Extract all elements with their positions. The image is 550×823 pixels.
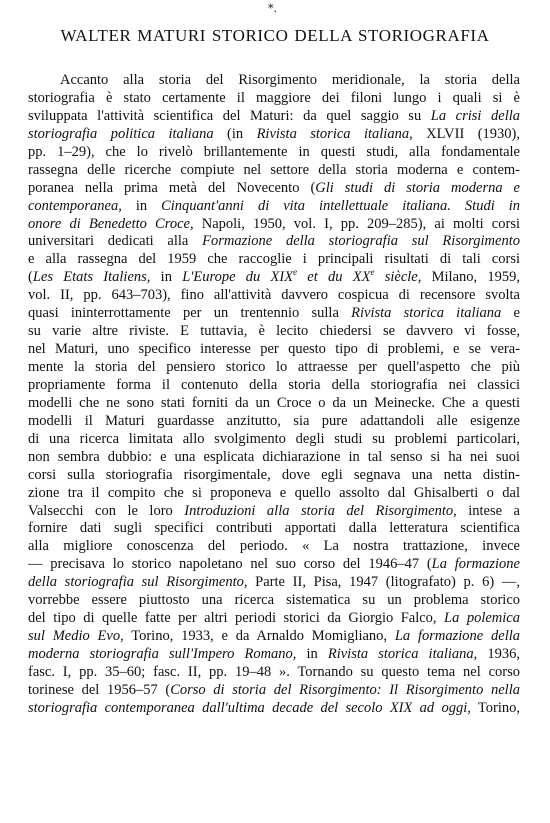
text-segment: quasi ininterrottamente per un trentennio sulla <box>28 305 352 322</box>
text-segment: poranea nella prima metà del Novecento ( <box>28 179 316 196</box>
italic-text: siècle, <box>374 269 422 286</box>
text-line <box>28 233 520 251</box>
text-segment: non sembra dubbio: e una esplicata dichiarazione in tal senso si ha nei suoi <box>28 448 520 465</box>
text-segment: storiografia è stato certamente il maggiore dei filoni lungo i quali si è <box>28 89 520 106</box>
italic-text: sul Medio Evo, <box>28 628 124 645</box>
text-segment: Parte II, Pisa, 1947 (litografato) p. 6) —, <box>247 574 520 591</box>
italic-text: La formazione della <box>394 628 520 645</box>
text-line <box>28 503 520 521</box>
page-heading: WALTER MATURI STORICO DELLA STORIOGRAFIA <box>60 26 490 45</box>
text-segment: torinese del 1956–57 ( <box>28 681 171 698</box>
text-line <box>28 90 520 108</box>
text-segment: modelli il Maturi guardasse anzitutto, sia pure adattandoli alle esigenze <box>28 412 520 429</box>
text-segment: alla migliore conoscenza del periodo. « La nostra trattazione, invece <box>28 538 520 555</box>
text-line <box>28 467 520 485</box>
text-segment: e <box>293 269 298 278</box>
text-line <box>28 413 520 431</box>
text-segment: in <box>121 197 162 214</box>
text-line <box>28 610 520 628</box>
text-line <box>28 431 520 449</box>
text-segment: di una ricerca limitata allo svolgimento degli studi su problemi particolari, <box>28 430 520 447</box>
text-line <box>28 72 520 90</box>
text-line <box>28 144 520 162</box>
italic-text: contemporanea, <box>28 197 122 214</box>
text-segment: corsi sulla storiografia risorgimentale, dove egli segnava una netta distin- <box>28 466 520 483</box>
text-segment: sviluppata l'attività scientifica del Maturi: da quel saggio su <box>28 107 431 124</box>
italic-text: Les Etats Italiens, <box>32 269 151 286</box>
italic-text: Introduzioni alla storia del Risorgimento, <box>184 502 457 519</box>
text-segment: propriamente forma il contenuto della storia della storiografia nei classici <box>28 376 520 393</box>
italic-text: Rivista storica italiana, <box>256 125 413 142</box>
text-segment: rassegna delle ricerche compiute nel settore della storia moderna e contem- <box>28 161 520 178</box>
text-line <box>28 126 520 144</box>
italic-text: Cinquant'anni di vita intellettuale italiana. Studi in <box>161 197 520 214</box>
body-text <box>28 72 520 718</box>
text-segment: pp. 1–29), che lo rivelò brillantemente in questi studi, alla fondamentale <box>28 143 520 160</box>
text-segment: ( <box>28 269 33 286</box>
italic-text: della storiografia sul Risorgimento, <box>28 574 248 591</box>
text-segment: Torino, 1933, e da Arnaldo Momigliano, <box>123 628 395 645</box>
text-segment: e <box>501 305 520 322</box>
italic-text: La formazione <box>431 556 520 573</box>
text-line <box>28 216 520 234</box>
italic-text: Corso di storia del Risorgimento: Il Risorgimento nella <box>170 681 520 698</box>
text-segment: XLVII (1930), <box>412 125 520 142</box>
italic-text: La crisi della <box>430 107 520 124</box>
text-segment: (in <box>213 125 257 142</box>
italic-text: Rivista storica italiana <box>351 305 502 322</box>
text-segment: universitari dedicati alla <box>28 233 203 250</box>
text-line <box>28 682 520 700</box>
text-line <box>28 700 520 718</box>
text-segment: in <box>296 646 328 662</box>
text-line <box>28 108 520 126</box>
italic-text: moderna storiografia sull'Impero Romano, <box>28 646 297 662</box>
text-segment: in <box>150 269 183 286</box>
text-line <box>28 538 520 556</box>
text-segment: Torino, <box>470 699 520 716</box>
text-segment: fasc. I, pp. 35–60; fasc. II, pp. 19–48 ». Tornando su questo tema nel corso <box>28 663 520 680</box>
text-segment: e alla rassegna del 1959 che raccoglie i principali risultati di tali corsi <box>28 251 520 268</box>
text-segment: — precisava lo storico napoletano nel suo corso del 1946–47 ( <box>28 556 432 573</box>
text-segment: vol. II, pp. 643–703), fino all'attività davvero cospicua di recensore svolta <box>28 287 520 304</box>
text-segment: Milano, 1959, <box>421 269 520 286</box>
italic-text: storiografia contemporanea dall'ultima decade del secolo XIX ad oggi, <box>28 699 471 716</box>
text-line <box>28 485 520 503</box>
text-line <box>28 341 520 359</box>
text-line <box>28 664 520 682</box>
text-segment: intese a <box>456 502 520 519</box>
text-segment: Accanto alla storia del Risorgimento meridionale, la storia della <box>60 72 520 88</box>
text-line <box>28 180 520 198</box>
italic-text: La polemica <box>444 610 520 627</box>
text-segment: su varie altre riviste. E tuttavia, è lecito chiedersi se davvero vi fosse, <box>28 323 520 340</box>
text-segment: 1936, <box>477 646 520 662</box>
italic-text: Rivista storica italiana, <box>327 646 478 662</box>
text-line <box>28 323 520 341</box>
text-line <box>28 556 520 574</box>
text-line <box>28 251 520 269</box>
text-segment: mente la storia del pensiero storico lo attraesse per quell'aspetto che più <box>28 359 520 375</box>
italic-text: onore di Benedetto Croce, <box>28 215 194 232</box>
text-line <box>28 592 520 610</box>
text-line <box>28 162 520 180</box>
text-segment: Napoli, 1950, vol. I, pp. 209–285), ai molti corsi <box>193 215 520 232</box>
text-segment: e <box>370 269 375 278</box>
text-segment: vorrebbe essere piuttosto una ricerca sistematica su un problema storico <box>28 592 520 609</box>
italic-text: Formazione della storiografia sul Risorgimento <box>202 233 520 250</box>
text-line <box>28 628 520 646</box>
italic-text: L'Europe du XIX <box>182 269 294 286</box>
text-segment: fornire dati sugli specifici contributi apportati dalla letteratura scientifica <box>28 520 520 537</box>
text-segment: zione tra il compito che si proponeva e quello assolto dal Ghisalberti o dal <box>28 484 520 501</box>
italic-text: et du XX <box>297 269 371 286</box>
page-marker: *. <box>268 2 277 15</box>
text-segment: del tipo di quelle fatte per altri periodi storici da Giorgio Falco, <box>28 610 445 627</box>
text-line <box>28 198 520 216</box>
text-segment: nel Maturi, uno specifico interesse per questo tipo di problemi, e se vera- <box>28 341 520 358</box>
text-line <box>28 520 520 538</box>
text-line <box>28 646 520 664</box>
text-line <box>28 305 520 323</box>
text-line <box>28 359 520 377</box>
text-line <box>28 377 520 395</box>
text-line <box>28 269 520 287</box>
text-line <box>28 449 520 467</box>
text-line <box>28 287 520 305</box>
italic-text: Gli studi di storia moderna e <box>315 179 520 196</box>
text-segment: Valsecchi con le loro <box>28 502 185 519</box>
text-segment: modelli che ne sono stati forniti da un Croce o da un Meinecke. Che a questi <box>28 394 520 411</box>
italic-text: storiografia politica italiana <box>28 125 214 142</box>
text-line <box>28 574 520 592</box>
text-line <box>28 395 520 413</box>
